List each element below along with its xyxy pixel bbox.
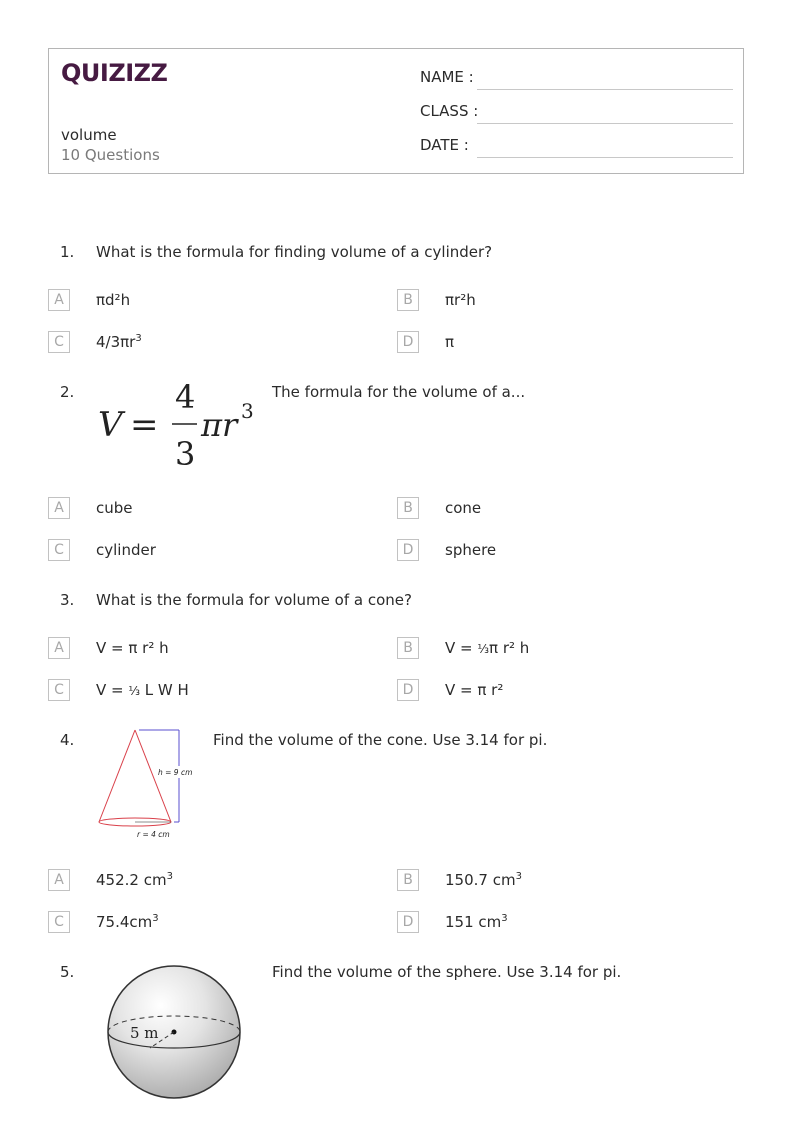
option-text-main: π	[445, 333, 455, 351]
option-text: sphere	[445, 541, 497, 559]
formula-v: V	[98, 405, 123, 445]
option-text	[96, 681, 189, 699]
option-letter[interactable]: B	[397, 869, 419, 891]
option-text-main: V = π r² h	[96, 639, 169, 657]
formula-r: r	[222, 406, 238, 444]
option-text-main: V =	[445, 639, 478, 657]
option-text: cone	[445, 499, 482, 517]
option-letter[interactable]: C	[48, 539, 70, 561]
date-label: DATE :	[420, 136, 469, 154]
option-letter[interactable]: A	[48, 497, 70, 519]
class-label: CLASS :	[420, 102, 479, 120]
cone-left-edge	[99, 730, 135, 822]
option-letter[interactable]: D	[397, 911, 419, 933]
class-line[interactable]	[477, 123, 733, 124]
option-letter[interactable]: A	[48, 289, 70, 311]
superscript: 3	[501, 913, 508, 924]
question-text: What is the formula for finding volume of a cylinder?	[96, 243, 493, 261]
formula-equals: =	[130, 405, 159, 445]
option-letter[interactable]: D	[397, 331, 419, 353]
option-text-rest: L W H	[140, 681, 189, 699]
option-letter[interactable]: A	[48, 869, 70, 891]
option-text	[445, 913, 508, 931]
question-text: The formula for the volume of a...	[272, 383, 526, 401]
option-text-main: 452.2 cm	[96, 871, 167, 889]
option-letter[interactable]: C	[48, 679, 70, 701]
option-letter[interactable]: B	[397, 637, 419, 659]
formula-numerator: 4	[175, 380, 196, 416]
superscript: 3	[515, 871, 522, 882]
sphere-volume-formula	[96, 380, 256, 472]
question-number: 2.	[60, 383, 75, 401]
option-text	[96, 871, 173, 889]
option-text-main: πr²h	[445, 291, 476, 309]
option-text: cylinder	[96, 541, 156, 559]
option-text	[445, 871, 522, 889]
height-label: h = 9 cm	[158, 768, 193, 777]
question-number: 4.	[60, 731, 75, 749]
name-line[interactable]	[477, 89, 733, 90]
option-text-main: V = π r²	[445, 681, 504, 699]
option-text-main: 151 cm	[445, 913, 502, 931]
option-letter[interactable]: A	[48, 637, 70, 659]
option-text	[96, 291, 130, 309]
option-text	[445, 639, 529, 657]
question-number: 3.	[60, 591, 75, 609]
option-text	[96, 913, 159, 931]
radius-label: r = 4 cm	[137, 830, 170, 839]
question-text: Find the volume of the cone. Use 3.14 for pi.	[213, 731, 548, 749]
worksheet-title: volume	[61, 126, 117, 144]
option-text-main: 75.4cm	[96, 913, 153, 931]
question-count: 10 Questions	[61, 146, 160, 164]
formula-exponent: 3	[241, 399, 254, 423]
option-text	[96, 639, 169, 657]
question-number: 5.	[60, 963, 75, 981]
option-letter[interactable]: C	[48, 331, 70, 353]
superscript: 3	[166, 871, 173, 882]
formula-pi: π	[201, 406, 223, 444]
superscript: 3	[152, 913, 159, 924]
option-text-rest: π r² h	[489, 639, 530, 657]
fraction: ⅓	[128, 684, 141, 698]
sphere-radius-label: 5 m	[130, 1024, 159, 1042]
option-text-main: πd²h	[96, 291, 131, 309]
option-letter[interactable]: B	[397, 497, 419, 519]
option-text	[445, 291, 476, 309]
option-letter[interactable]: D	[397, 539, 419, 561]
option-text	[96, 333, 142, 351]
cone-diagram	[94, 726, 204, 842]
sphere-diagram	[104, 962, 244, 1102]
superscript: 3	[135, 333, 142, 344]
option-text	[445, 333, 454, 351]
question-text: What is the formula for volume of a cone?	[96, 591, 412, 609]
option-text-main: 150.7 cm	[445, 871, 516, 889]
fraction: ⅓	[477, 642, 490, 656]
question-number: 1.	[60, 243, 75, 261]
quizizz-logo: QUIZIZZ	[61, 59, 168, 87]
option-text	[445, 681, 503, 699]
option-letter[interactable]: C	[48, 911, 70, 933]
worksheet-header	[48, 48, 744, 174]
option-letter[interactable]: B	[397, 289, 419, 311]
formula-denominator: 3	[175, 435, 196, 472]
option-letter[interactable]: D	[397, 679, 419, 701]
option-text-main: V =	[96, 681, 129, 699]
name-label: NAME :	[420, 68, 474, 86]
question-text: Find the volume of the sphere. Use 3.14 for pi.	[272, 963, 622, 981]
date-line[interactable]	[477, 157, 733, 158]
option-text: cube	[96, 499, 133, 517]
option-text-main: 4/3πr	[96, 333, 136, 351]
